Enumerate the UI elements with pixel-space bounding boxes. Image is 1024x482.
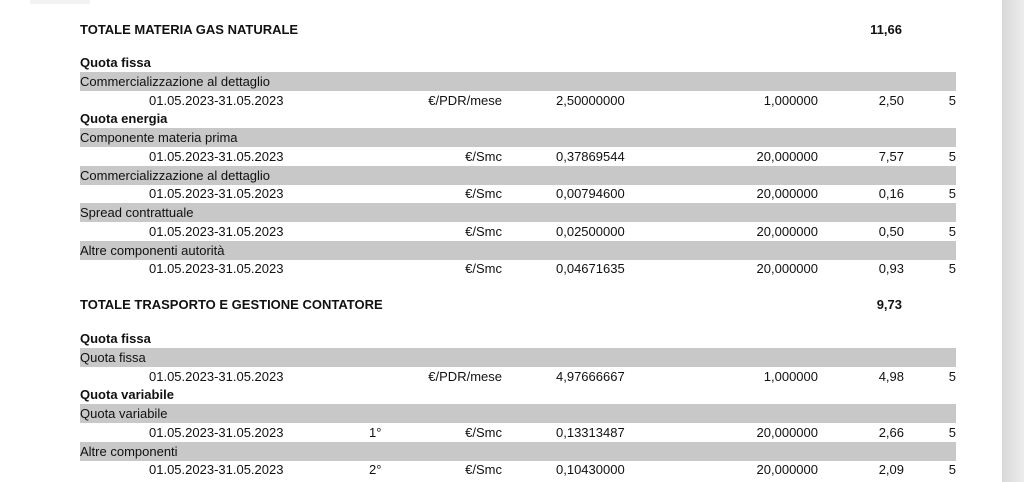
item-unit: €/Smc [465, 425, 502, 440]
item-period: 01.05.2023-31.05.2023 [149, 149, 284, 164]
item-price: 0,02500000 [556, 224, 625, 239]
item-quantity: 1,000000 [763, 93, 818, 108]
item-period: 01.05.2023-31.05.2023 [149, 224, 284, 239]
group-heading-row [80, 53, 956, 72]
section-total-row [80, 295, 956, 314]
item-unit: €/PDR/mese [428, 369, 502, 384]
item-detail-row [80, 222, 956, 241]
item-detail-row [80, 91, 956, 110]
item-period: 01.05.2023-31.05.2023 [149, 261, 284, 276]
section-total: 9,73 [876, 297, 902, 312]
item-unit: €/Smc [465, 224, 502, 239]
item-quantity: 20,000000 [756, 425, 818, 440]
item-quantity: 20,000000 [756, 149, 818, 164]
item-amount: 0,16 [878, 186, 904, 201]
item-price: 4,97666667 [556, 369, 625, 384]
item-label: Quota fissa [80, 350, 146, 365]
item-label: Commercializzazione al dettaglio [80, 168, 271, 183]
item-tier: 1° [369, 425, 382, 440]
item-detail-row [80, 147, 956, 166]
group-heading-row [80, 109, 956, 128]
group-heading: Quota energia [80, 111, 168, 126]
item-label-row [80, 203, 956, 222]
item-amount: 2,66 [878, 425, 904, 440]
item-label: Altre componenti autorità [80, 243, 225, 258]
item-amount: 2,09 [878, 462, 904, 477]
item-price: 0,13313487 [556, 425, 625, 440]
item-period: 01.05.2023-31.05.2023 [149, 425, 284, 440]
item-label-row [80, 72, 956, 91]
group-heading-row [80, 329, 956, 348]
item-label: Commercializzazione al dettaglio [80, 74, 271, 89]
page-edge-shadow [1002, 0, 1024, 482]
item-label-row [80, 442, 956, 461]
item-label-row [80, 348, 956, 367]
item-vat: 5 [948, 462, 956, 477]
item-label-row [80, 166, 956, 185]
item-label-row [80, 404, 956, 423]
item-vat: 5 [948, 224, 956, 239]
item-label: Quota variabile [80, 406, 168, 421]
group-heading: Quota variabile [80, 387, 174, 402]
item-vat: 5 [948, 261, 956, 276]
item-label: Componente materia prima [80, 130, 238, 145]
item-period: 01.05.2023-31.05.2023 [149, 462, 284, 477]
item-vat: 5 [948, 425, 956, 440]
item-label: Spread contrattuale [80, 205, 194, 220]
item-quantity: 1,000000 [763, 369, 818, 384]
item-period: 01.05.2023-31.05.2023 [149, 186, 284, 201]
item-detail-row [80, 367, 956, 386]
section-title: TOTALE MATERIA GAS NATURALE [80, 22, 299, 37]
item-vat: 5 [948, 369, 956, 384]
item-price: 0,04671635 [556, 261, 625, 276]
item-quantity: 20,000000 [756, 261, 818, 276]
item-quantity: 20,000000 [756, 462, 818, 477]
item-label-row [80, 128, 956, 147]
group-heading: Quota fissa [80, 55, 151, 70]
item-vat: 5 [948, 93, 956, 108]
item-period: 01.05.2023-31.05.2023 [149, 93, 284, 108]
section-title: TOTALE TRASPORTO E GESTIONE CONTATORE [80, 297, 383, 312]
item-price: 0,00794600 [556, 186, 625, 201]
item-amount: 7,57 [878, 149, 904, 164]
item-quantity: 20,000000 [756, 224, 818, 239]
item-vat: 5 [948, 149, 956, 164]
item-detail-row [80, 184, 956, 203]
item-amount: 0,93 [878, 261, 904, 276]
item-detail-row [80, 423, 956, 442]
item-label: Altre componenti [80, 444, 178, 459]
item-amount: 2,50 [878, 93, 904, 108]
item-detail-row [80, 460, 956, 479]
item-unit: €/Smc [465, 186, 502, 201]
item-tier: 2° [369, 462, 382, 477]
item-quantity: 20,000000 [756, 186, 818, 201]
group-heading-row [80, 385, 956, 404]
item-unit: €/Smc [465, 149, 502, 164]
item-price: 0,10430000 [556, 462, 625, 477]
item-vat: 5 [948, 186, 956, 201]
item-unit: €/Smc [465, 462, 502, 477]
item-label-row [80, 241, 956, 260]
item-amount: 4,98 [878, 369, 904, 384]
group-heading: Quota fissa [80, 331, 151, 346]
item-price: 2,50000000 [556, 93, 625, 108]
page-corner [30, 0, 90, 4]
section-total-row [80, 20, 956, 39]
section-total: 11,66 [870, 22, 902, 37]
item-detail-row [80, 259, 956, 278]
item-unit: €/PDR/mese [428, 93, 502, 108]
item-amount: 0,50 [878, 224, 904, 239]
item-price: 0,37869544 [556, 149, 625, 164]
item-unit: €/Smc [465, 261, 502, 276]
item-period: 01.05.2023-31.05.2023 [149, 369, 284, 384]
